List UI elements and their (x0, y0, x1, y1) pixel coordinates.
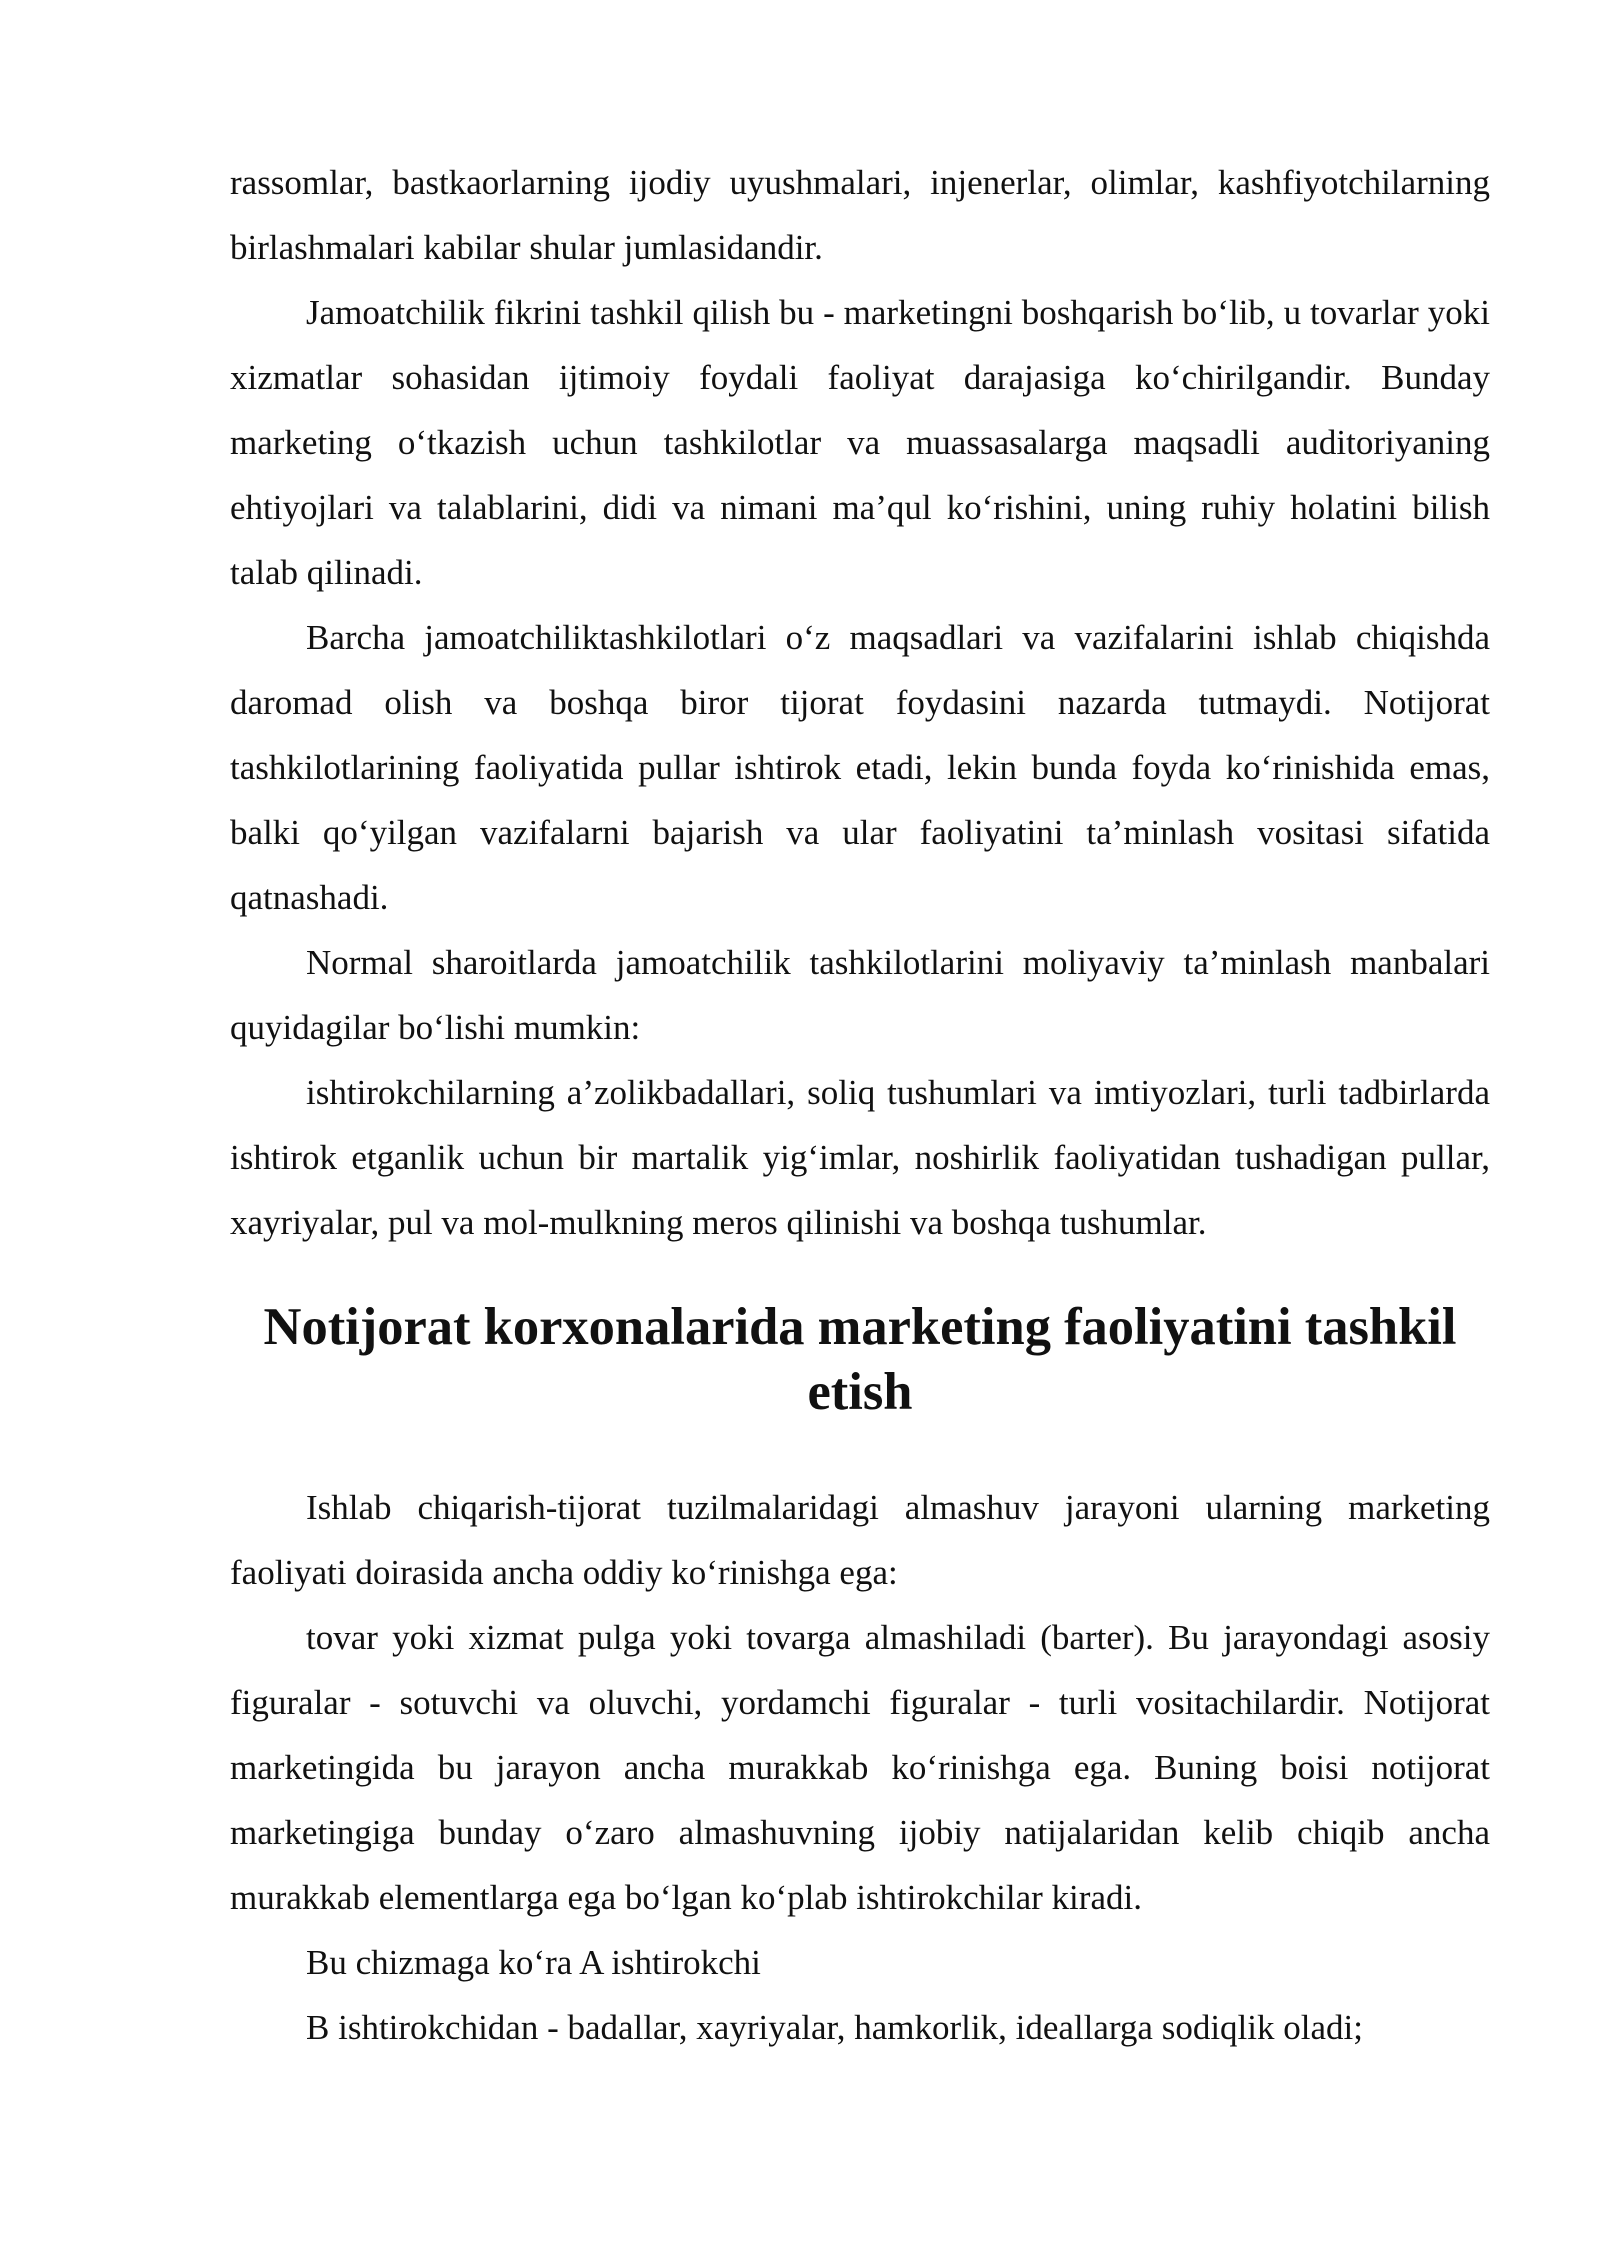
paragraph-participant-a: Bu chizmaga ko‘ra A ishtirokchi (306, 1943, 761, 1982)
paragraph-public-opinion: Jamoatchilik fikrini tashkil qilish bu - marketingni boshqarish bo‘lib, u tovarlar yoki xizmatlar sohasidan ijtimoiy foydali faoliyat darajasiga ko‘chirilgandir. Bunday marketing o‘tkazish uchun tashkilotlar va muassasalarga maqsadli auditoriyaning ehtiyojlari va talablarini, didi va nimani ma’qul ko‘rishini, uning ruhiy holatini bilish talab qilinadi. (230, 293, 1490, 592)
section-heading: Notijorat korxonalarida marketing faoliyatini tashkil etish (263, 1298, 1457, 1421)
document-page (230, 150, 1490, 2060)
paragraph-funding-sources: Normal sharoitlarda jamoatchilik tashkilotlarini moliyaviy ta’minlash manbalari quyidagilar bo‘lishi mumkin: (230, 943, 1490, 1047)
paragraph-funding-list: ishtirokchilarning a’zolikbadallari, soliq tushumlari va imtiyozlari, turli tadbirlarda ishtirok etganlik uchun bir martalik yig‘imlar, noshirlik faoliyatidan tushadigan pullar, xayriyalar, pul va mol-mulkning meros qilinishi va boshqa tushumlar. (230, 1073, 1490, 1242)
paragraph-continuation: rassomlar, bastkaorlarning ijodiy uyushmalari, injenerlar, olimlar, kashfiyotchilarning birlashmalari kabilar shular jumlasidandir. (230, 163, 1490, 267)
paragraph-participant-b: B ishtirokchidan - badallar, xayriyalar, hamkorlik, ideallarga sodiqlik oladi; (306, 2008, 1363, 2047)
paragraph-barter: tovar yoki xizmat pulga yoki tovarga almashiladi (barter). Bu jarayondagi asosiy figuralar - sotuvchi va oluvchi, yordamchi figuralar - turli vositachilardir. Notijorat marketingida bu jarayon ancha murakkab ko‘rinishga ega. Buning boisi notijorat marketingiga bunday o‘zaro almashuvning ijobiy natijalaridan kelib chiqib ancha murakkab elementlarga ega bo‘lgan ko‘plab ishtirokchilar kiradi. (230, 1618, 1490, 1917)
paragraph-public-organizations: Barcha jamoatchiliktashkilotlari o‘z maqsadlari va vazifalarini ishlab chiqishda daromad olish va boshqa biror tijorat foydasini nazarda tutmaydi. Notijorat tashkilotlarining faoliyatida pullar ishtirok etadi, lekin bunda foyda ko‘rinishida emas, balki qo‘yilgan vazifalarni bajarish va ular faoliyatini ta’minlash vositasi sifatida qatnashadi. (230, 618, 1490, 917)
paragraph-exchange-process: Ishlab chiqarish-tijorat tuzilmalaridagi almashuv jarayoni ularning marketing faoliyati doirasida ancha oddiy ko‘rinishga ega: (230, 1488, 1490, 1592)
